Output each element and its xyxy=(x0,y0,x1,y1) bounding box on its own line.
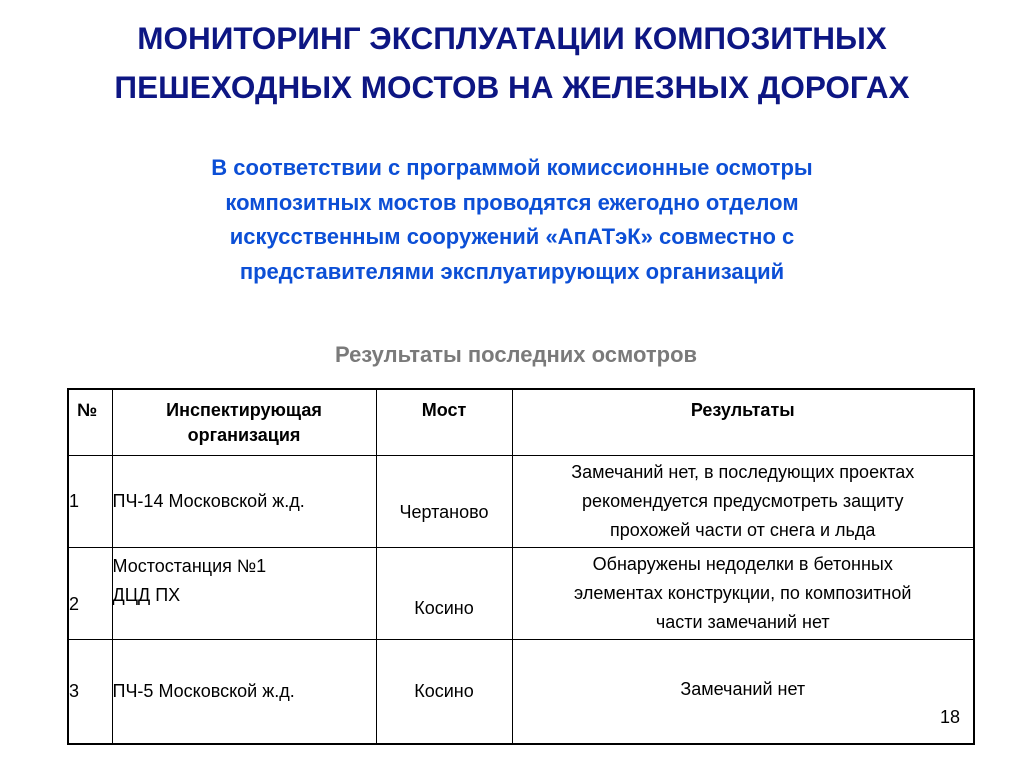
row-3-results xyxy=(512,639,974,744)
row-1-organization xyxy=(112,455,376,547)
row-1-results xyxy=(512,455,974,547)
header-organization-line-1: Инспектирующая xyxy=(166,400,322,420)
header-results: Результаты xyxy=(512,389,974,455)
row-2-organization xyxy=(112,547,376,639)
row-1-results-line-1: Замечаний нет, в последующих проектах xyxy=(571,461,915,482)
row-3-results-line-1: Замечаний нет xyxy=(680,678,806,699)
slide-title-line-2: ПЕШЕХОДНЫХ МОСТОВ НА ЖЕЛЕЗНЫХ ДОРОГАХ xyxy=(114,69,910,105)
intro-line-1: В соответствии с программой комиссионные осмотры xyxy=(211,155,813,180)
table-row xyxy=(68,639,974,744)
row-2-organization-line-1: Мостостанция №1 xyxy=(112,555,267,576)
row-2-num: 2 xyxy=(68,547,112,639)
row-2-results-line-3: части замечаний нет xyxy=(655,611,830,632)
row-2-organization-line-2: ДЦД ПХ xyxy=(112,584,181,605)
row-3-bridge: Косино xyxy=(376,639,512,744)
row-1-bridge: Чертаново xyxy=(376,455,512,547)
row-2-bridge: Косино xyxy=(376,547,512,639)
intro-line-2: композитных мостов проводятся ежегодно отделом xyxy=(225,189,799,215)
row-1-num: 1 xyxy=(68,455,112,547)
results-subtitle: Результаты последних осмотров xyxy=(334,342,698,367)
row-2-results-line-1: Обнаружены недоделки в бетонных xyxy=(592,553,893,574)
row-1-results-line-3: прохожей части от снега и льда xyxy=(610,519,876,540)
intro-line-3: искусственным сооружений «АпАТэК» совместно с xyxy=(229,224,795,249)
header-organization-line-2: организация xyxy=(187,425,301,445)
row-1-results-line-2: рекомендуется предусмотреть защиту xyxy=(582,490,904,511)
row-3-organization-line-1: ПЧ-5 Московской ж.д. xyxy=(112,680,295,701)
row-1-organization-line-1: ПЧ-14 Московской ж.д. xyxy=(112,490,305,511)
header-bridge: Мост xyxy=(376,389,512,455)
table-header-row xyxy=(68,389,974,455)
table-row xyxy=(68,547,974,639)
inspection-results-table xyxy=(67,388,975,745)
table-row xyxy=(68,455,974,547)
row-3-organization xyxy=(112,639,376,744)
intro-line-4: представителями эксплуатирующих организаций xyxy=(239,258,785,284)
row-2-results-line-2: элементах конструкции, по композитной xyxy=(574,582,912,603)
intro-paragraph xyxy=(90,151,934,289)
page-number: 18 xyxy=(940,707,961,727)
slide-title-line-1: МОНИТОРИНГ ЭКСПЛУАТАЦИИ КОМПОЗИТНЫХ xyxy=(137,20,887,56)
slide-title xyxy=(0,14,1024,112)
header-num: № xyxy=(68,389,112,455)
row-2-results xyxy=(512,547,974,639)
row-3-num: 3 xyxy=(68,639,112,744)
header-organization xyxy=(112,389,376,455)
